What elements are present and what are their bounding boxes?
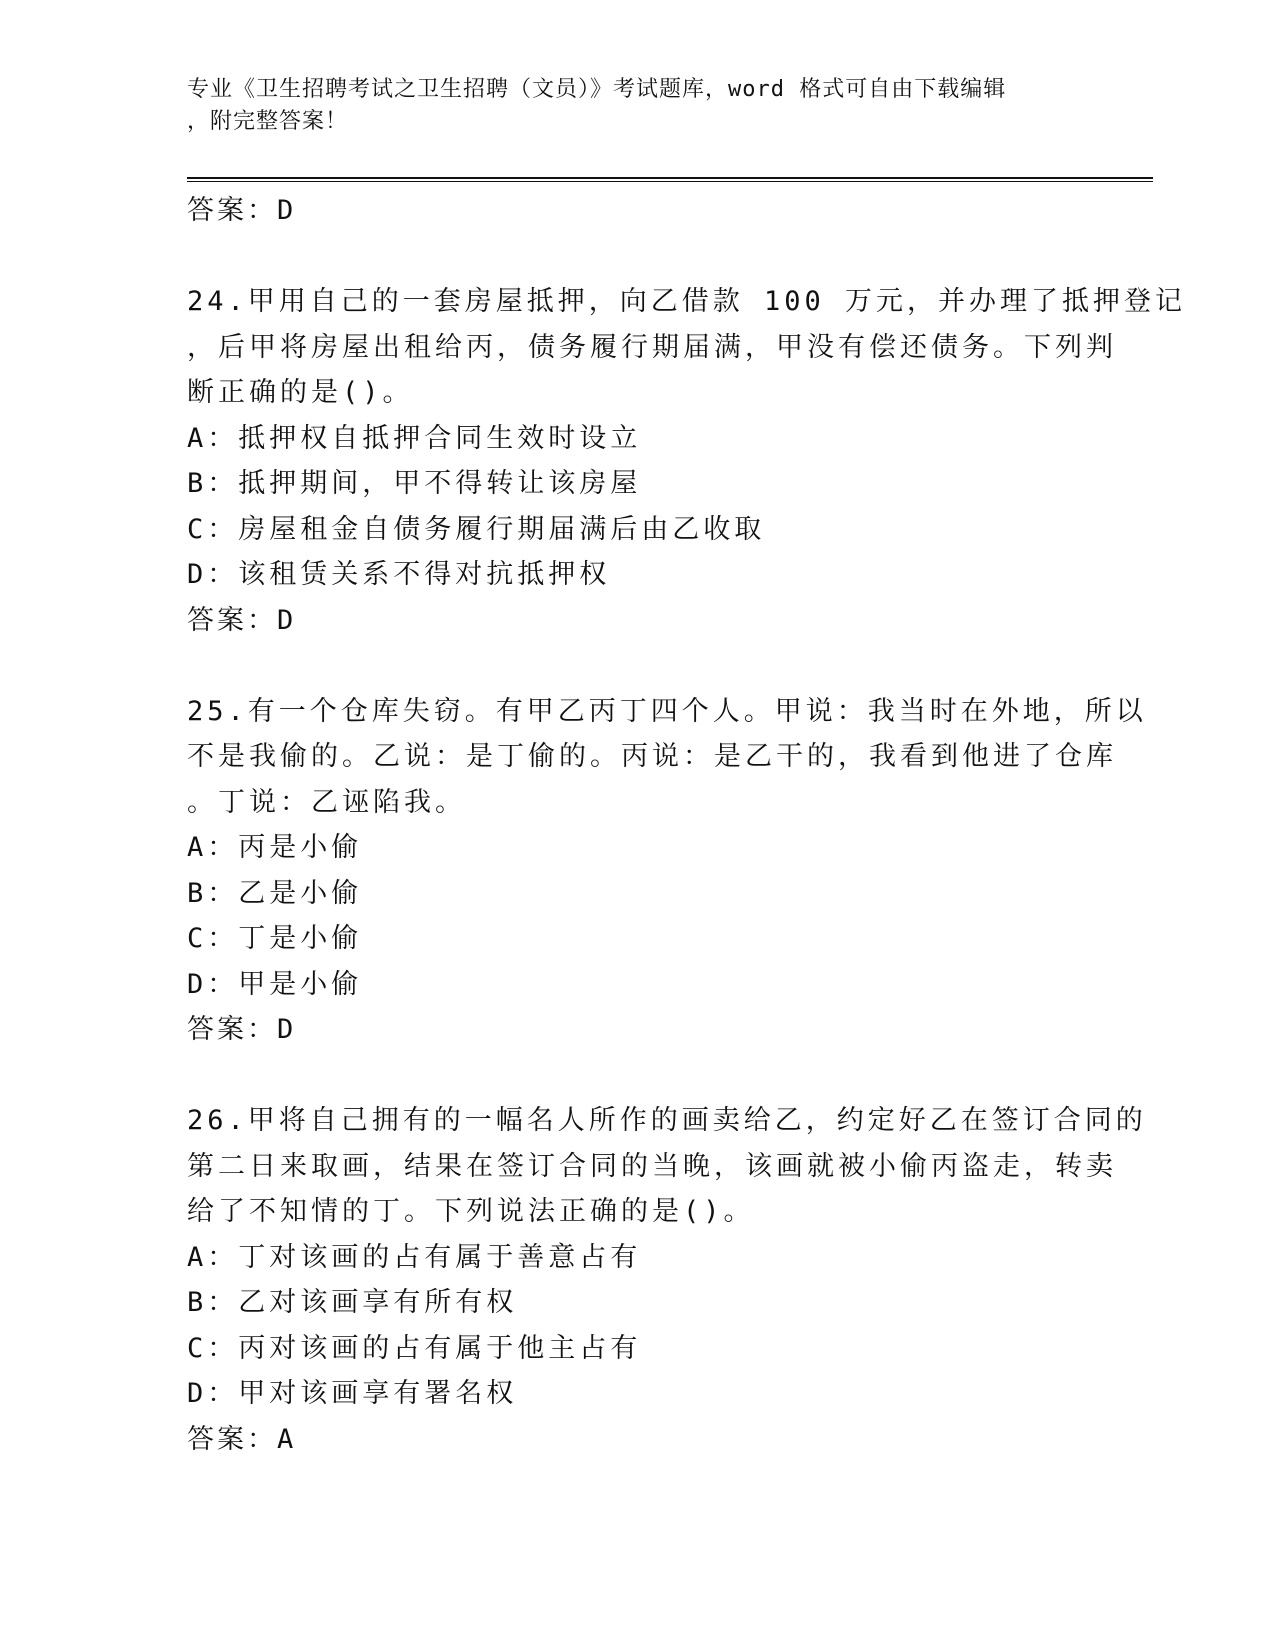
- option-c: C：房屋租金自债务履行期届满后由乙收取: [187, 513, 766, 545]
- option-b: B：乙是小偷: [187, 877, 363, 909]
- answer-line: 答案：A: [187, 1423, 297, 1455]
- spacer: [187, 643, 1087, 689]
- option-a: A：抵押权自抵押合同生效时设立: [187, 422, 642, 454]
- question-block: [187, 689, 1147, 1053]
- spacer: [187, 1053, 1087, 1099]
- question-list: [187, 188, 1187, 1462]
- option-c: C：丙对该画的占有属于他主占有: [187, 1332, 642, 1364]
- option-a: A：丁对该画的占有属于善意占有: [187, 1241, 642, 1273]
- question-stem: [187, 1098, 1147, 1235]
- answer-line: 答案：D: [187, 1014, 297, 1045]
- stem-line: 不是我偷的。乙说：是丁偷的。丙说：是乙干的，我看到他进了仓库: [187, 741, 1117, 772]
- option-d: D：甲对该画享有署名权: [187, 1378, 518, 1409]
- option-c: C：丁是小偷: [187, 923, 363, 954]
- answer-line: 答案：D: [187, 195, 297, 226]
- document-header: [187, 74, 1067, 138]
- header-divider: [187, 177, 1153, 182]
- stem-line: 26.甲将自己拥有的一幅名人所作的画卖给乙，约定好乙在签订合同的: [187, 1105, 1147, 1136]
- question-block: [187, 279, 1187, 643]
- header-line-2: ，附完整答案！: [187, 109, 349, 134]
- question-stem: [187, 279, 1187, 416]
- stem-line: 25.有一个仓库失窃。有甲乙丙丁四个人。甲说：我当时在外地，所以: [187, 695, 1147, 727]
- option-a: A：丙是小偷: [187, 832, 363, 863]
- option-b: B：抵押期间，甲不得转让该房屋: [187, 468, 642, 499]
- question-block: [187, 1098, 1147, 1462]
- spacer: [187, 234, 1087, 280]
- stem-line: 24.甲用自己的一套房屋抵押，向乙借款 100 万元，并办理了抵押登记: [187, 286, 1187, 317]
- header-line-1: 专业《卫生招聘考试之卫生招聘（文员）》考试题库，word 格式可自由下载编辑: [187, 77, 1007, 102]
- stem-line: 。丁说：乙诬陷我。: [187, 786, 466, 818]
- stem-line: ，后甲将房屋出租给丙，债务履行期届满，甲没有偿还债务。下列判: [187, 331, 1117, 363]
- option-b: B：乙对该画享有所有权: [187, 1287, 518, 1318]
- stem-line: 给了不知情的丁。下列说法正确的是()。: [187, 1196, 755, 1227]
- option-d: D：甲是小偷: [187, 968, 363, 1000]
- question-stem: [187, 689, 1147, 826]
- stem-line: 断正确的是()。: [187, 377, 414, 408]
- option-d: D：该租赁关系不得对抗抵押权: [187, 559, 611, 590]
- answer-line: 答案：D: [187, 604, 297, 636]
- stem-line: 第二日来取画，结果在签订合同的当晚，该画就被小偷丙盗走，转卖: [187, 1150, 1117, 1182]
